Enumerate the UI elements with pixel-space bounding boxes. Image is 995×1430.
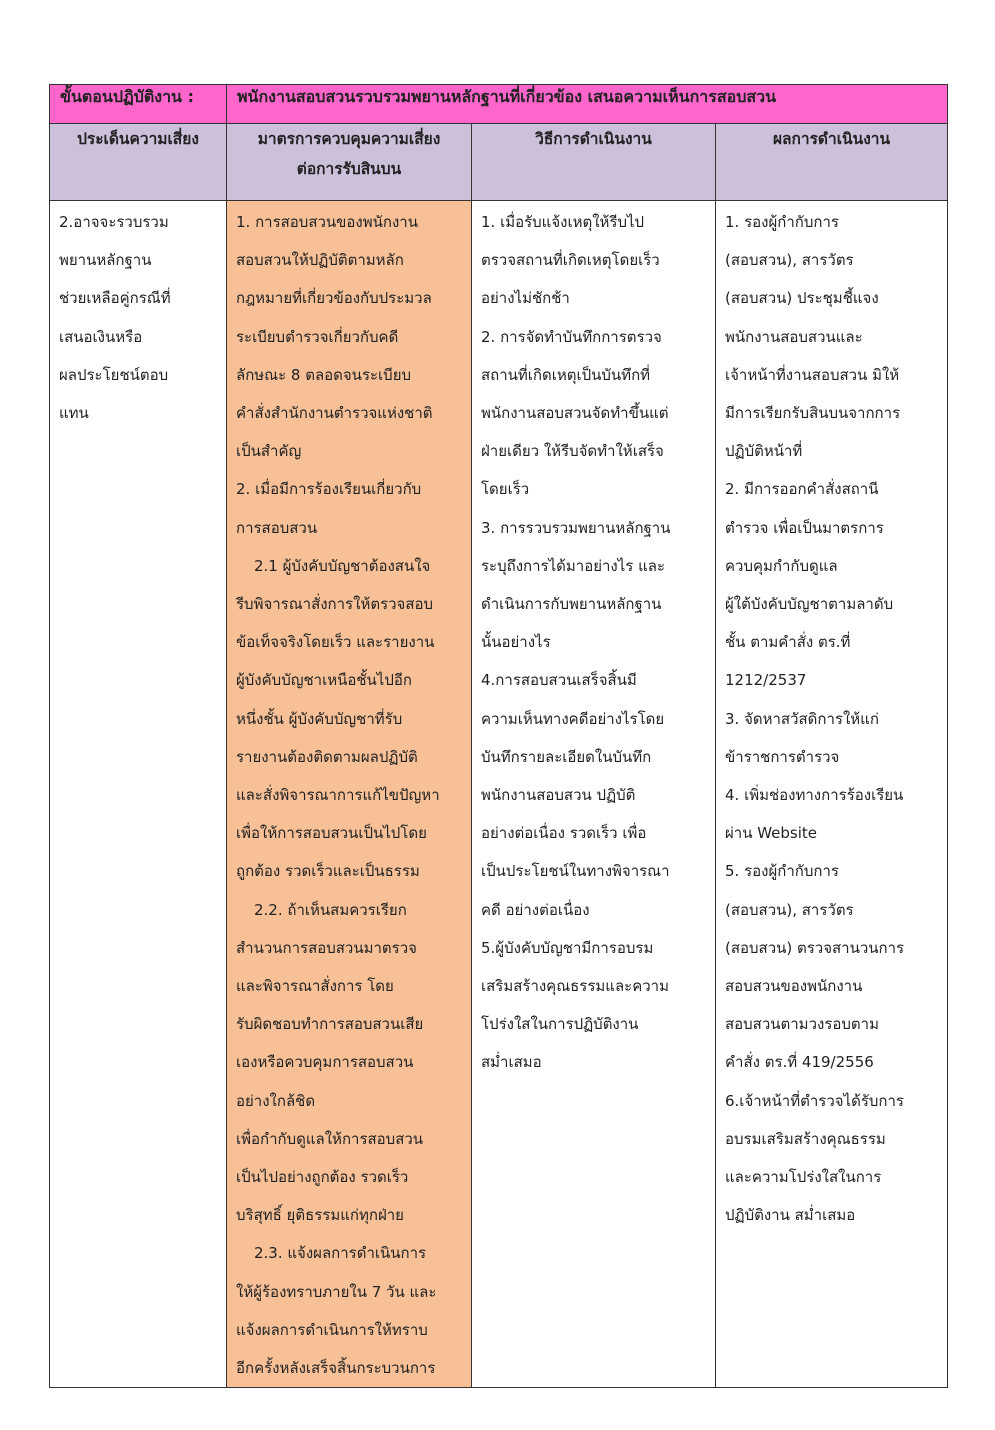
header-measure [227,124,472,201]
result-line: ข้าราชการตำรวจ [725,747,840,766]
method-line: ความเห็นทางคดีอย่างไรโดย [481,709,665,728]
result-text [716,201,947,1234]
result-line: คำสั่ง ตร.ที่ 419/2556 [725,1053,874,1072]
measure-line: 2.1 ผู้บังคับบัญชาต้องสนใจ [254,556,431,575]
header-risk [50,124,227,201]
result-line: 3. จัดหาสวัสดิการให้แก่ [725,709,879,728]
method-line: พนักงานสอบสวนจัดทำขึ้นแต่ [481,404,669,423]
header-measure-line1: มาตรการควบคุมความเสี่ยง [257,130,441,148]
risk-line: ผลประโยชน์ตอบ [59,365,169,384]
risk-line: 2.อาจจะรวบรวม [59,213,169,231]
header-result [716,124,948,201]
method-line: คดี อย่างต่อเนื่อง [481,900,590,919]
result-line: 1. รองผู้กำกับการ [725,213,839,231]
content-row [50,201,948,1388]
result-line: เจ้าหน้าที่งานสอบสวน มิให้ [725,365,900,384]
measure-line: 1. การสอบสวนของพนักงาน [236,213,418,231]
measure-line: เพื่อให้การสอบสวนเป็นไปโดย [236,824,427,843]
method-line: สม่ำเสมอ [481,1053,542,1072]
result-cell [716,201,948,1388]
result-line: ผู้ใต้บังคับบัญชาตามลาดับ [725,595,894,614]
method-line: อย่างไม่ชักช้า [481,289,570,308]
result-line: ตำรวจ เพื่อเป็นมาตรการ [725,518,884,537]
result-line: มีการเรียกรับสินบนจากการ [725,404,901,423]
result-line: ควบคุมกำกับดูแล [725,556,838,575]
method-line: เสริมสร้างคุณธรรมและความ [481,977,669,996]
measure-line: รายงานต้องติดตามผลปฏิบัติ [236,747,418,766]
result-line: สอบสวนของพนักงาน [725,977,863,996]
result-line: (สอบสวน) ตรวจสานวนการ [725,938,905,957]
result-line: 4. เพิ่มช่องทางการร้องเรียน [725,786,904,805]
method-line: 1. เมื่อรับแจ้งเหตุให้รีบไป [481,213,645,231]
measure-line: ให้ผู้ร้องทราบภายใน 7 วัน และ [236,1282,437,1301]
method-line: พนักงานสอบสวน ปฏิบัติ [481,786,636,805]
measure-line: สำนวนการสอบสวนมาตรวจ [236,938,417,957]
measure-line: และพิจารณาสั่งการ โดย [236,977,394,996]
measure-line: 2.3. แจ้งผลการดำเนินการ [254,1244,427,1263]
header-measure-line2: ต่อการรับสินบน [296,160,402,178]
result-line: 2. มีการออกคำสั่งสถานี [725,480,879,499]
method-line: สถานที่เกิดเหตุเป็นบันทึกที่ [481,365,651,384]
method-line: ระบุถึงการได้มาอย่างไร และ [481,556,666,575]
result-line: 6.เจ้าหน้าที่ตำรวจได้รับการ [725,1091,904,1110]
measure-line: บริสุทธิ์ ยุติธรรมแก่ทุกฝ่าย [236,1206,404,1225]
measure-line: รีบพิจารณาสั่งการให้ตรวจสอบ [236,595,434,614]
measure-line: 2. เมื่อมีการร้องเรียนเกี่ยวกับ [236,480,422,499]
method-line: 4.การสอบสวนเสร็จสิ้นมี [481,671,637,690]
method-line: นั้นอย่างไร [481,633,551,652]
measure-line: ลักษณะ 8 ตลอดจนระเบียบ [236,365,412,384]
procedure-step-title: พนักงานสอบสวนรวบรวมพยานหลักฐานที่เกี่ยวข้อง เสนอความเห็นการสอบสวน [237,87,777,106]
measure-text [227,201,471,1387]
title-text-cell [227,85,948,124]
risk-cell [50,201,227,1388]
measure-line: รับผิดชอบทำการสอบสวนเสีย [236,1015,424,1034]
measure-line: เองหรือควบคุมการสอบสวน [236,1053,414,1072]
method-line: ฝ่ายเดียว ให้รีบจัดทำให้เสร็จ [481,442,664,461]
result-line: ปฏิบัติหน้าที่ [725,442,803,461]
measure-line: 2.2. ถ้าเห็นสมควรเรียก [254,900,407,919]
measure-line: อีกครั้งหลังเสร็จสิ้นกระบวนการ [236,1359,436,1378]
result-line: 1212/2537 [725,671,807,690]
method-line: บันทึกรายละเอียดในบันทึก [481,747,652,766]
measure-line: เพื่อกำกับดูแลให้การสอบสวน [236,1129,424,1148]
result-line: พนักงานสอบสวนและ [725,327,863,346]
procedure-table [49,84,948,1388]
result-line: ผ่าน Website [725,824,818,843]
result-line: ชั้น ตามคำสั่ง ตร.ที่ [725,633,851,652]
result-line: (สอบสวน), สารวัตร [725,900,854,919]
result-line: (สอบสวน), สารวัตร [725,251,854,270]
method-line: ตรวจสถานที่เกิดเหตุโดยเร็ว [481,251,660,270]
measure-line: ถูกต้อง รวดเร็วและเป็นธรรม [236,862,420,881]
measure-line: ข้อเท็จจริงโดยเร็ว และรายงาน [236,633,435,652]
measure-line: ระเบียบตำรวจเกี่ยวกับคดี [236,327,399,346]
method-line: ดำเนินการกับพยานหลักฐาน [481,595,662,614]
method-text [472,201,715,1082]
result-line: สอบสวนตามวงรอบตาม [725,1015,879,1034]
measure-line: แจ้งผลการดำเนินการให้ทราบ [236,1320,428,1339]
title-row [50,85,948,124]
measure-line: อย่างใกล้ชิด [236,1091,316,1110]
header-result-label: ผลการดำเนินงาน [772,130,891,148]
method-cell [472,201,716,1388]
result-line: อบรมเสริมสร้างคุณธรรม [725,1129,886,1148]
header-method-label: วิธีการดำเนินงาน [535,130,652,148]
result-line: ปฏิบัติงาน สม่ำเสมอ [725,1206,856,1225]
risk-line: แทน [59,404,89,423]
method-line: อย่างต่อเนื่อง รวดเร็ว เพื่อ [481,824,647,843]
measure-line: ผู้บังคับบัญชาเหนือชั้นไปอีก [236,671,412,690]
method-line: 3. การรวบรวมพยานหลักฐาน [481,518,671,537]
measure-line: และสั่งพิจารณาการแก้ไขปัญหา [236,786,440,805]
header-risk-label: ประเด็นความเสี่ยง [77,130,199,148]
measure-line: คำสั่งสำนักงานตำรวจแห่งชาติ [236,404,433,423]
header-method [472,124,716,201]
measure-line: หนึ่งชั้น ผู้บังคับบัญชาที่รับ [236,709,403,728]
measure-line: กฎหมายที่เกี่ยวข้องกับประมวล [236,289,432,308]
measure-line: สอบสวนให้ปฏิบัติตามหลัก [236,251,404,270]
risk-line: ช่วยเหลือคู่กรณีที่ [59,289,171,308]
result-line: และความโปร่งใสในการ [725,1168,882,1187]
method-line: โดยเร็ว [481,480,530,499]
method-line: 5.ผู้บังคับบัญชามีการอบรม [481,938,654,957]
risk-text [50,201,226,432]
method-line: เป็นประโยชน์ในทางพิจารณา [481,862,670,881]
risk-line: พยานหลักฐาน [59,251,152,270]
result-line: (สอบสวน) ประชุมชี้แจง [725,289,879,308]
measure-line: เป็นไปอย่างถูกต้อง รวดเร็ว [236,1168,409,1187]
risk-line: เสนอเงินหรือ [59,327,143,346]
method-line: โปร่งใสในการปฏิบัติงาน [481,1015,639,1034]
measure-cell [227,201,472,1388]
procedure-step-label: ขั้นตอนปฏิบัติงาน : [60,87,194,106]
method-line: 2. การจัดทำบันทึกการตรวจ [481,327,662,346]
title-label-cell [50,85,227,124]
header-row [50,124,948,201]
measure-line: เป็นสำคัญ [236,442,302,461]
result-line: 5. รองผู้กำกับการ [725,862,839,881]
measure-line: การสอบสวน [236,518,318,537]
